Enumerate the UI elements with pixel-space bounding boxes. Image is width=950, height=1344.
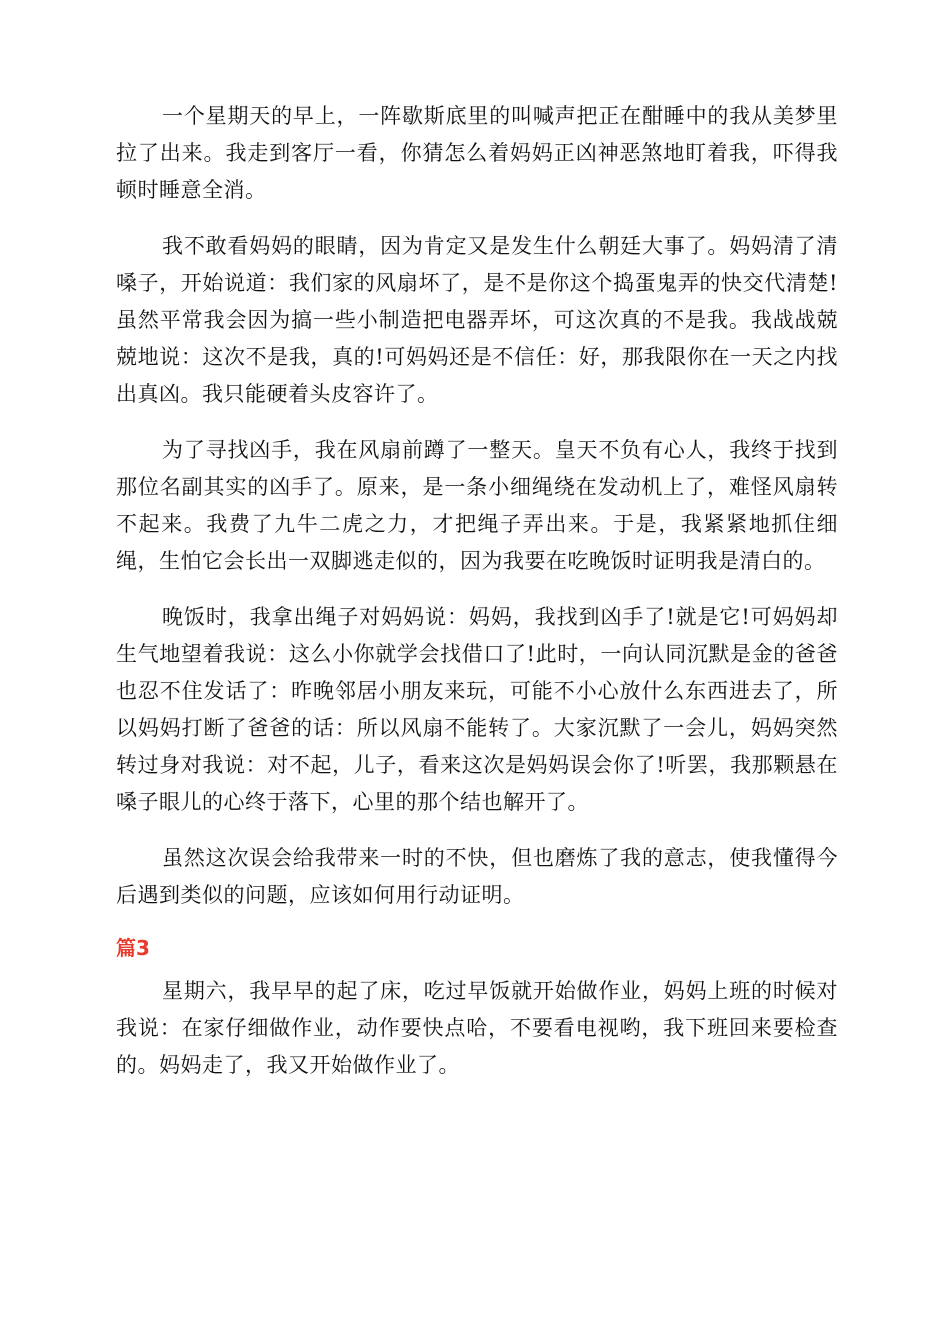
document-body	[116, 98, 838, 1103]
section-paragraph-1: 星期六，我早早的起了床，吃过早饭就开始做作业，妈妈上班的时候对我说：在家仔细做作业，动作要快点哈，不要看电视哟，我下班回来要检查的。妈妈走了，我又开始做作业了。	[116, 979, 838, 1077]
paragraph-1: 一个星期天的早上，一阵歇斯底里的叫喊声把正在酣睡中的我从美梦里拉了出来。我走到客厅一看，你猜怎么着妈妈正凶神恶煞地盯着我，吓得我顿时睡意全消。	[116, 104, 838, 202]
paragraph-4: 晚饭时，我拿出绳子对妈妈说：妈妈，我找到凶手了!就是它!可妈妈却生气地望着我说：这么小你就学会找借口了!此时，一向认同沉默是金的爸爸也忍不住发话了：昨晚邻居小朋友来玩，可能不小心放什么东西进去了，所以妈妈打断了爸爸的话：所以风扇不能转了。大家沉默了一会儿，妈妈突然转过身对我说：对不起，儿子，看来这次是妈妈误会你了!听罢，我那颗悬在嗓子眼儿的心终于落下，心里的那个结也解开了。	[116, 605, 838, 814]
paragraph-2: 我不敢看妈妈的眼睛，因为肯定又是发生什么朝廷大事了。妈妈清了清嗓子，开始说道：我们家的风扇坏了，是不是你这个捣蛋鬼弄的快交代清楚!虽然平常我会因为搞一些小制造把电器弄坏，可这次真的不是我。我战战兢兢地说：这次不是我，真的!可妈妈还是不信任：好，那我限你在一天之内找出真凶。我只能硬着头皮容许了。	[116, 234, 838, 406]
section-heading: 篇3	[116, 936, 150, 960]
paragraph-3: 为了寻找凶手，我在风扇前蹲了一整天。皇天不负有心人，我终于找到那位名副其实的凶手了。原来，是一条小细绳绕在发动机上了，难怪风扇转不起来。我费了九牛二虎之力，才把绳子弄出来。于是，我紧紧地抓住细绳，生怕它会长出一双脚逃走似的，因为我要在吃晚饭时证明我是清白的。	[116, 438, 838, 573]
paragraph-5: 虽然这次误会给我带来一时的不快，但也磨炼了我的意志，使我懂得今后遇到类似的问题，应该如何用行动证明。	[116, 846, 838, 907]
